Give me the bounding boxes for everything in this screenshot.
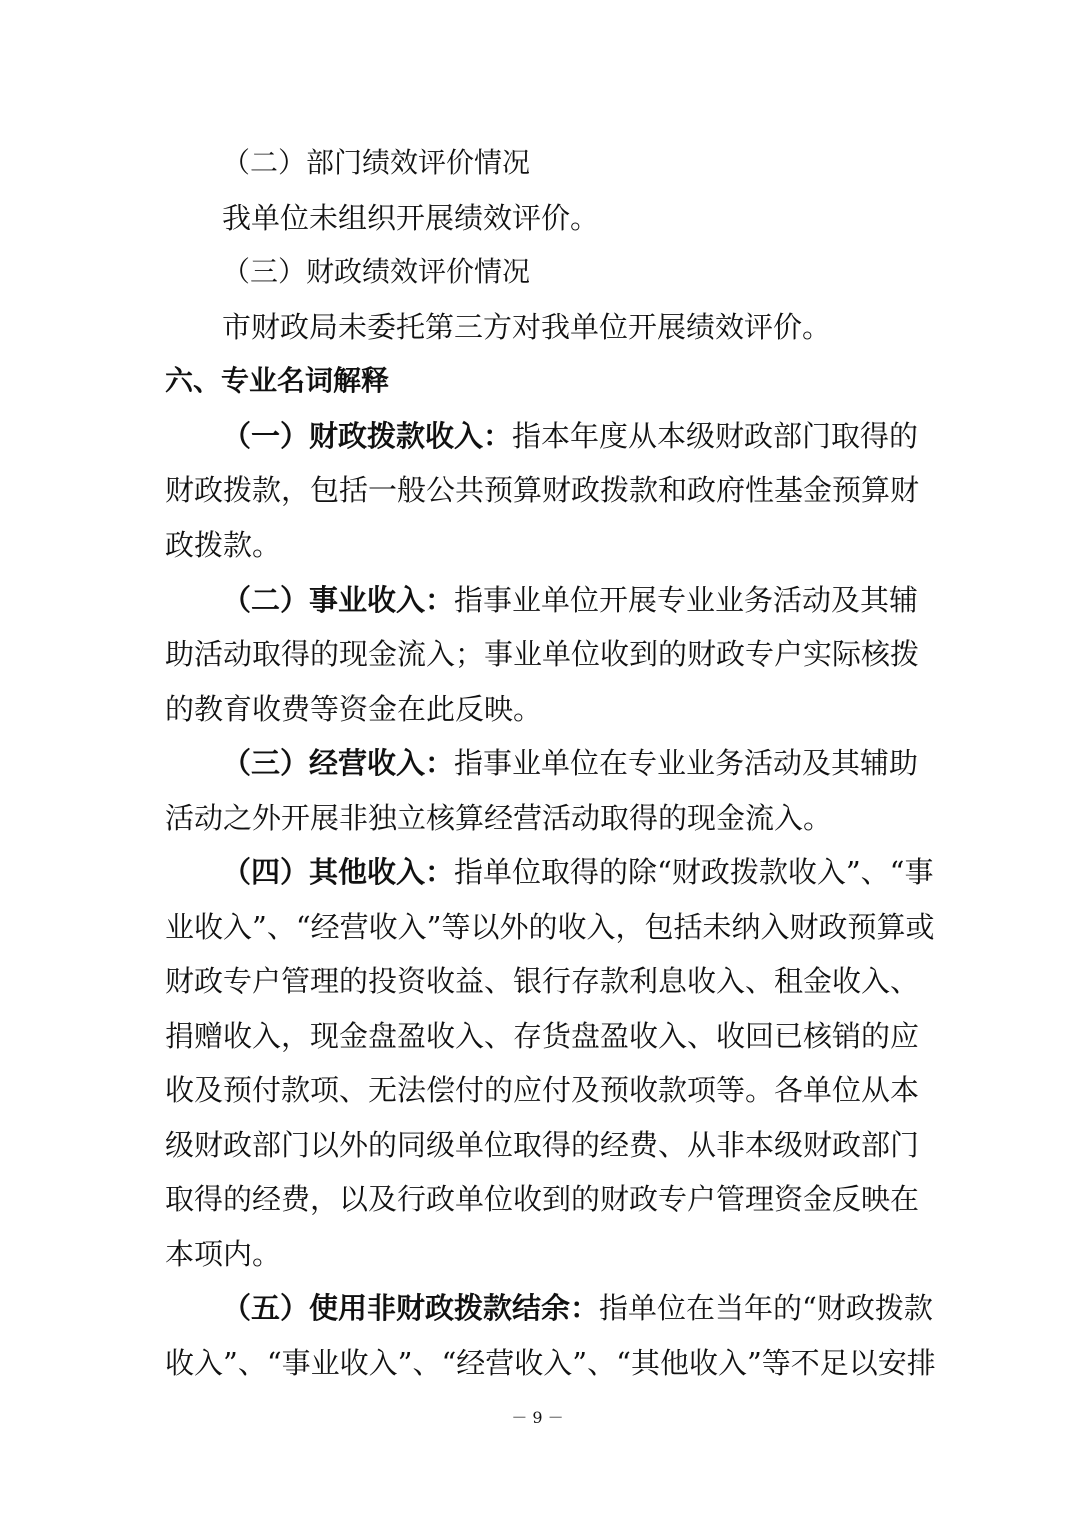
- glossary-item-fiscal-appropriation: [222, 416, 919, 456]
- glossary-text-line: 收入”、“事业收入”、“经营收入”、“其他收入”等不足以安排: [165, 1346, 936, 1380]
- page-number: － 9 －: [511, 1408, 564, 1427]
- glossary-definition: 指单位取得的除“财政拨款收入”、“事: [454, 855, 934, 889]
- glossary-text-line: 取得的经费，以及行政单位收到的财政专户管理资金反映在: [165, 1182, 920, 1216]
- glossary-term: （四）其他收入：: [222, 855, 455, 889]
- glossary-term: （二）事业收入：: [222, 583, 455, 617]
- glossary-text-line: 政拨款。: [165, 528, 282, 562]
- subsection-heading-performance-finance: （三）财政绩效评价情况: [222, 255, 531, 288]
- glossary-text-line: 财政拨款，包括一般公共预算财政拨款和政府性基金预算财: [165, 473, 920, 507]
- paragraph-dept-evaluation: 我单位未组织开展绩效评价。: [222, 201, 600, 235]
- subsection-heading-performance-dept: （二）部门绩效评价情况: [222, 146, 531, 179]
- glossary-term: （五）使用非财政拨款结余：: [222, 1291, 600, 1325]
- glossary-item-other-income: [222, 852, 934, 892]
- glossary-text-line: 捐赠收入，现金盘盈收入、存货盘盈收入、收回已核销的应: [165, 1019, 920, 1053]
- glossary-text-line: 收及预付款项、无法偿付的应付及预收款项等。各单位从本: [165, 1073, 920, 1107]
- glossary-term: （一）财政拨款收入：: [222, 419, 513, 453]
- paragraph-finance-evaluation: 市财政局未委托第三方对我单位开展绩效评价。: [222, 310, 832, 344]
- glossary-text-line: 的教育收费等资金在此反映。: [165, 692, 543, 726]
- glossary-definition: 指单位在当年的“财政拨款: [599, 1291, 933, 1325]
- glossary-text-line: 财政专户管理的投资收益、银行存款利息收入、租金收入、: [165, 964, 920, 998]
- glossary-definition: 指本年度从本级财政部门取得的: [512, 419, 919, 453]
- glossary-item-business-income: [222, 580, 919, 620]
- glossary-text-line: 助活动取得的现金流入；事业单位收到的财政专户实际核拨: [165, 637, 920, 671]
- glossary-text-line: 本项内。: [165, 1237, 282, 1271]
- glossary-definition: 指事业单位开展专业业务活动及其辅: [454, 583, 919, 617]
- glossary-text-line: 活动之外开展非独立核算经营活动取得的现金流入。: [165, 801, 833, 835]
- glossary-item-operating-income: [222, 743, 919, 783]
- glossary-item-non-fiscal-balance: [222, 1288, 933, 1328]
- section-heading-glossary: 六、专业名词解释: [165, 364, 390, 397]
- glossary-text-line: 业收入”、“经营收入”等以外的收入，包括未纳入财政预算或: [165, 910, 935, 944]
- glossary-definition: 指事业单位在专业业务活动及其辅助: [454, 746, 919, 780]
- glossary-term: （三）经营收入：: [222, 746, 455, 780]
- glossary-text-line: 级财政部门以外的同级单位取得的经费、从非本级财政部门: [165, 1128, 920, 1162]
